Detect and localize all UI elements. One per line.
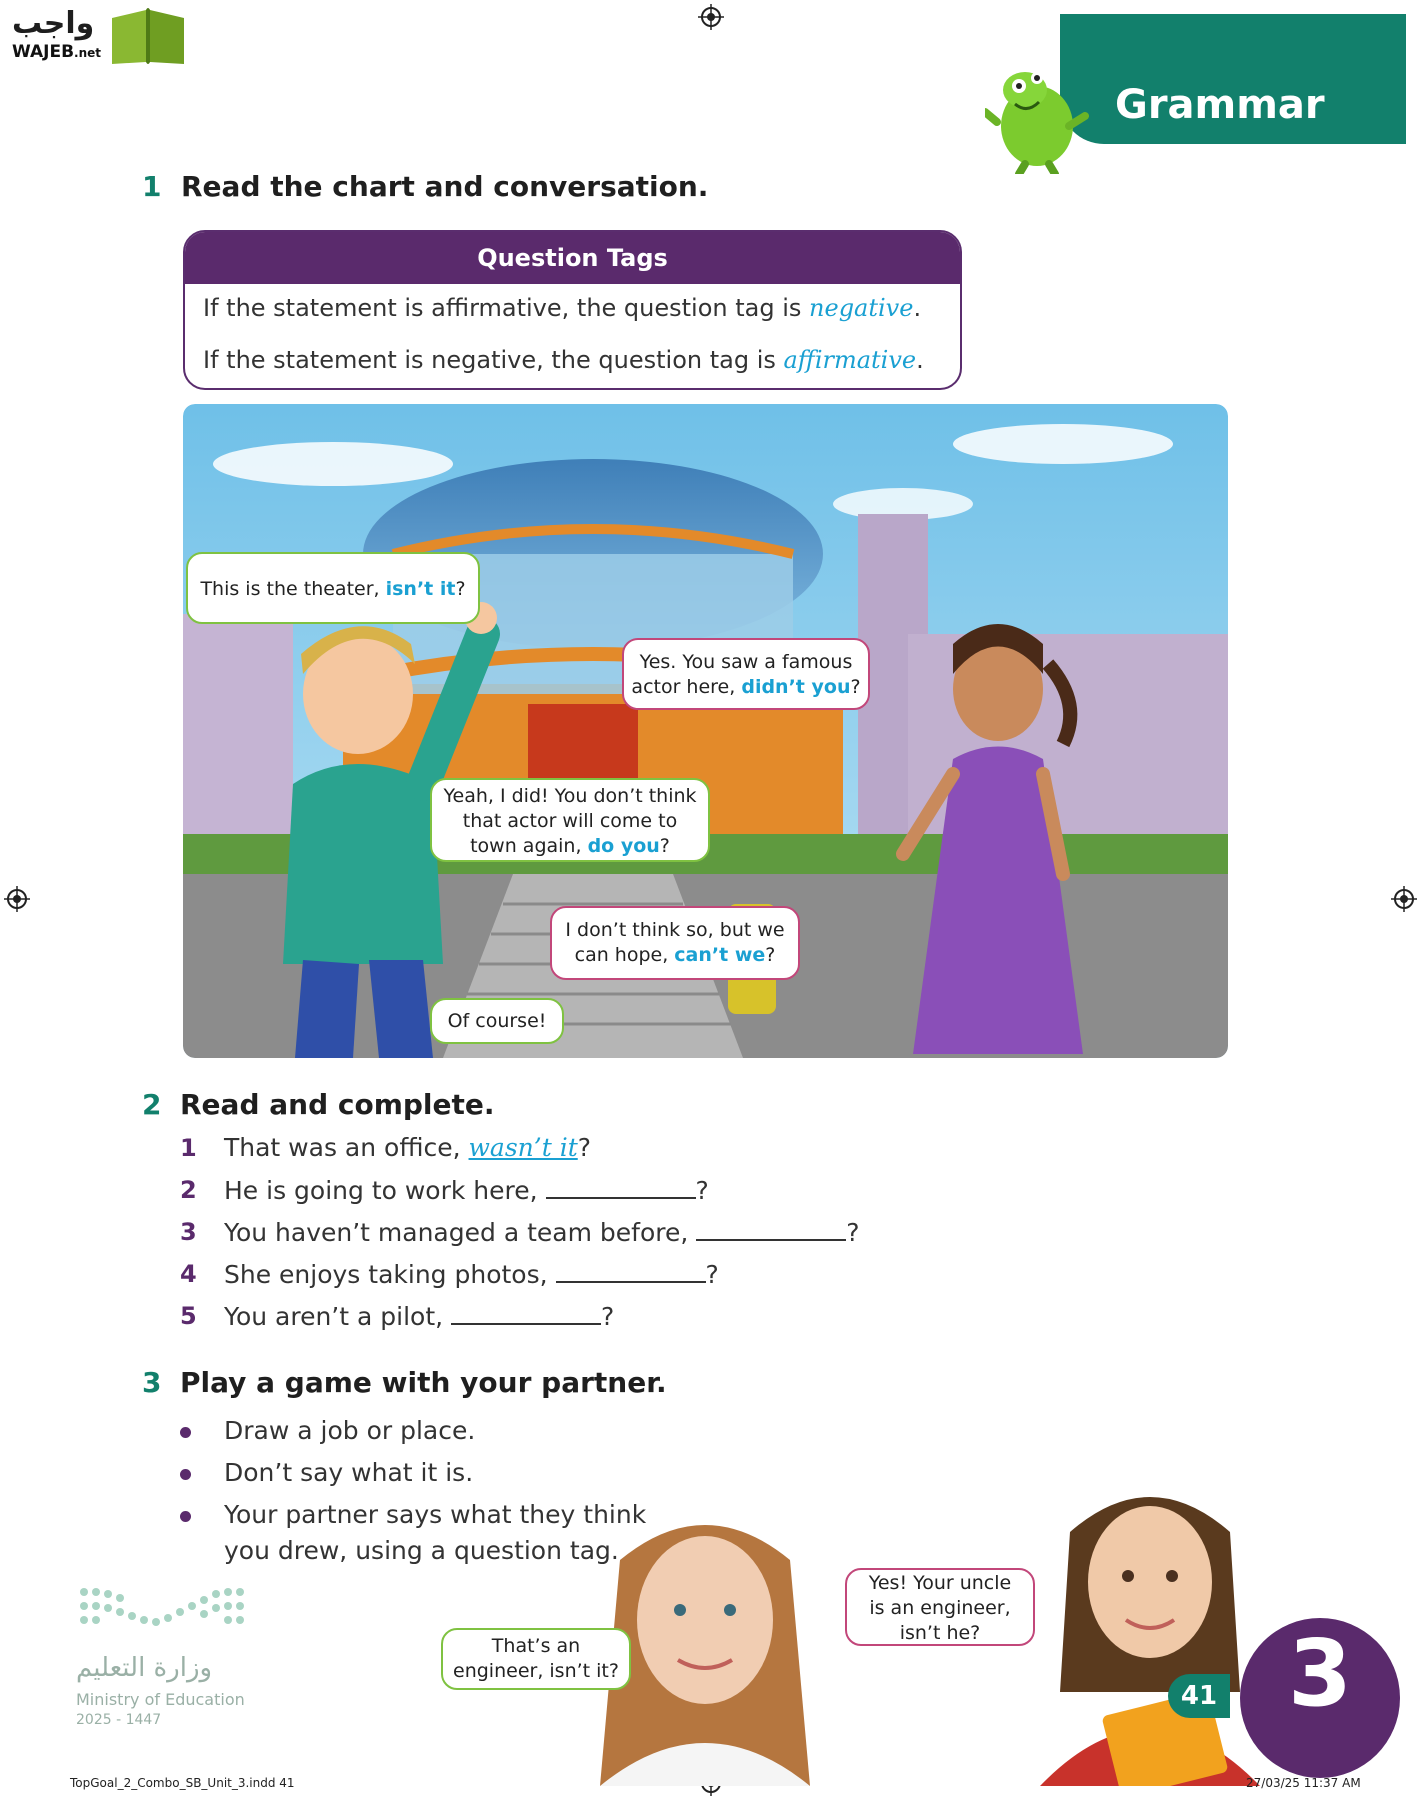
logo-latin: WAJEB.net	[12, 42, 102, 62]
item-number: 5	[180, 1302, 197, 1330]
logo-arabic: واجب	[12, 6, 95, 41]
answer-blank[interactable]	[696, 1217, 846, 1241]
exercise-item-2: He is going to work here, ?	[224, 1176, 709, 1205]
ministry-name-arabic: وزارة التعليم	[76, 1653, 213, 1683]
section-2-number: 2	[142, 1088, 162, 1121]
section-3-number: 3	[142, 1366, 162, 1399]
bullet-icon	[180, 1469, 191, 1480]
ministry-name-english: Ministry of Education	[76, 1690, 245, 1709]
game-step-3: Your partner says what they think	[224, 1500, 647, 1529]
item-number: 1	[180, 1134, 197, 1162]
game-step-1: Draw a job or place.	[224, 1416, 476, 1445]
answer-example: wasn’t it	[468, 1133, 578, 1162]
speech-bubble-boy-1: This is the theater, isn’t it?	[186, 552, 480, 624]
exercise-item-5: You aren’t a pilot, ?	[224, 1302, 615, 1331]
ministry-logo-icon	[76, 1584, 246, 1640]
registration-mark-icon	[698, 4, 724, 30]
bullet-icon	[180, 1511, 191, 1522]
speech-bubble-engineer-guess: That’s an engineer, isn’t it?	[441, 1628, 631, 1690]
book-icon	[108, 4, 188, 66]
grammar-title: Grammar	[1115, 82, 1325, 128]
speech-bubble-girl-2: I don’t think so, but we can hope, can’t we?	[550, 906, 800, 980]
speech-bubble-girl-1: Yes. You saw a famous actor here, didn’t you?	[622, 638, 870, 710]
rule-affirmative: If the statement is affirmative, the question tag is negative.	[203, 294, 922, 322]
unit-number: 3	[1287, 1620, 1352, 1727]
exercise-item-3: You haven’t managed a team before, ?	[224, 1218, 860, 1247]
item-number: 3	[180, 1218, 197, 1246]
speech-bubble-boy-3: Of course!	[430, 998, 564, 1044]
exercise-item-4: She enjoys taking photos, ?	[224, 1260, 719, 1289]
section-1-number: 1	[142, 170, 162, 203]
item-number: 4	[180, 1260, 197, 1288]
ministry-year: 2025 - 1447	[76, 1712, 162, 1728]
section-3-title: Play a game with your partner.	[180, 1366, 667, 1399]
answer-blank[interactable]	[451, 1301, 601, 1325]
game-step-3-cont: you drew, using a question tag.	[224, 1536, 619, 1565]
rule-negative: If the statement is negative, the question tag is affirmative.	[203, 346, 924, 374]
answer-blank[interactable]	[556, 1259, 706, 1283]
answer-blank[interactable]	[546, 1175, 696, 1199]
exercise-item-1: That was an office, wasn’t it?	[224, 1133, 592, 1162]
question-tags-chart	[183, 230, 962, 390]
section-2-title: Read and complete.	[180, 1088, 495, 1121]
question-tags-heading: Question Tags	[185, 232, 960, 284]
speech-bubble-engineer-answer: Yes! Your uncle is an engineer, isn’t he?	[845, 1568, 1035, 1646]
page-number: 41	[1168, 1674, 1230, 1718]
speech-bubble-boy-2: Yeah, I did! You don’t think that actor will come to town again, do you?	[430, 778, 710, 862]
monster-mascot-icon	[985, 56, 1095, 174]
game-step-2: Don’t say what it is.	[224, 1458, 474, 1487]
registration-mark-icon	[1391, 886, 1417, 912]
section-1-title: Read the chart and conversation.	[181, 170, 709, 203]
registration-mark-icon	[4, 886, 30, 912]
footer-file-name: TopGoal_2_Combo_SB_Unit_3.indd 41	[70, 1776, 295, 1790]
footer-date: 27/03/25 11:37 AM	[1246, 1776, 1361, 1790]
item-number: 2	[180, 1176, 197, 1204]
bullet-icon	[180, 1427, 191, 1438]
